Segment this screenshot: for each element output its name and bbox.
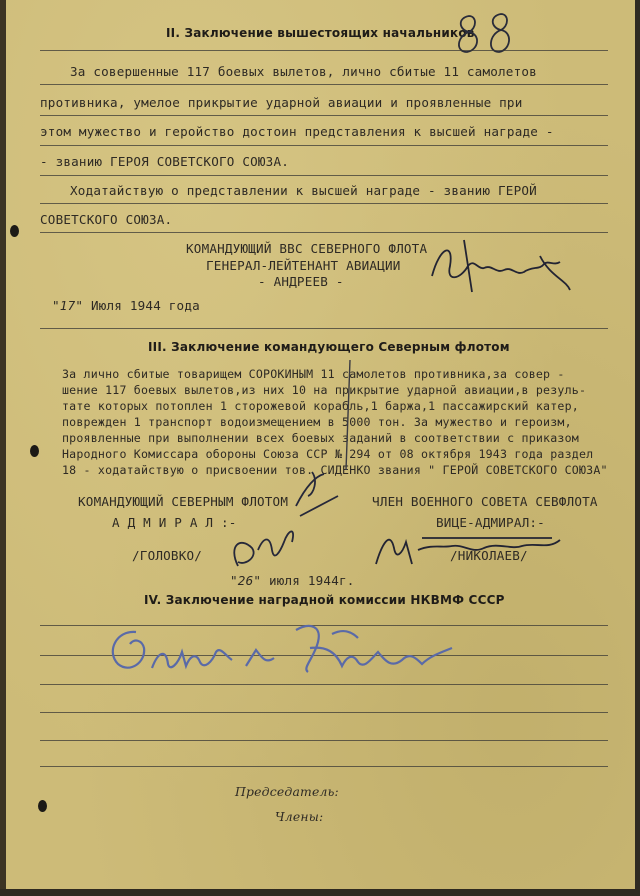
binding-hole [10,225,19,237]
section-3-heading: III. Заключение командующего Северным флотом [148,340,510,354]
rule-line [40,740,608,741]
rule-line [40,115,608,116]
left-signer-title: КОМАНДУЮЩИЙ СЕВЕРНЫМ ФЛОТОМ [78,494,289,509]
rule-line [40,712,608,713]
section-3-line-7: 18 - ходатайствую о присвоении тов. СИДЕНКО звания " ГЕРОЙ СОВЕТСКОГО СОЮЗА" [62,463,608,477]
section-3-line-2: шение 117 боевых вылетов,из них 10 на прикрытие ударной авиации,в резуль- [62,383,587,397]
left-signer-rank: А Д М И Р А Л :- [112,515,237,530]
left-signer-name: /ГОЛОВКО/ [132,548,203,563]
signer-name: - АНДРЕЕВ - [258,274,344,289]
rule-line [40,84,608,85]
right-signer-rank: ВИЦЕ-АДМИРАЛ:- [436,515,545,530]
signer-title-1: КОМАНДУЮЩИЙ ВВС СЕВЕРНОГО ФЛОТА [186,241,428,256]
section-2-line-2: противника, умелое прикрытие ударной авиации и проявленные при [40,95,523,110]
andreev-signature [420,236,580,310]
bottom-edge-shadow [0,889,640,896]
rule-line [40,145,608,146]
rule-line [40,328,608,329]
section-3-line-1: За лично сбитые товарищем СОРОКИНЫМ 11 самолетов противника,за совер - [62,367,565,381]
date-rest: июля 1944г. [268,573,355,588]
rule-line [40,175,608,176]
section-3-date: "26" июля 1944г. [230,573,355,588]
section-3-line-6: Народного Комиссара обороны Союза ССР № 294 от 08 октября 1943 года раздел [62,447,594,461]
rule-line [40,203,608,204]
commission-signature [96,612,476,696]
right-signer-title: ЧЛЕН ВОЕННОГО СОВЕТА СЕВФЛОТА [372,494,598,509]
section-3-line-3: тате которых потоплен 1 сторожевой корабль,1 баржа,1 пассажирский катер, [62,399,579,413]
date-rest: Июля 1944 года [90,298,200,313]
date-day: 26 [237,573,254,588]
binding-hole [38,800,47,812]
section-2-line-6: СОВЕТСКОГО СОЮЗА. [40,212,173,227]
handwritten-number-88 [455,10,525,62]
section-4-heading: IV. Заключение наградной комиссии НКВМФ СССР [144,593,505,607]
section-2-line-5: Ходатайствую о представлении к высшей награде - званию ГЕРОЙ [70,183,537,198]
section-2-line-3: этом мужество и геройство достоин представления к высшей награде - [40,124,554,139]
left-edge-shadow [0,0,6,896]
section-3-line-4: поврежден 1 транспорт водоизмещением в 5000 тон. За мужество и героизм, [62,415,572,429]
date-day: 17 [59,298,76,313]
rule-line [40,766,608,767]
rule-line [40,232,608,233]
section-3-line-5: проявленные при выполнении всех боевых заданий в соответствии с приказом [62,431,579,445]
section-2-line-1: За совершенные 117 боевых вылетов, лично сбитые 11 самолетов [70,64,537,79]
signer-title-2: ГЕНЕРАЛ-ЛЕЙТЕНАНТ АВИАЦИИ [206,258,401,273]
right-signer-name: /НИКОЛАЕВ/ [450,548,528,563]
chairman-label: Председатель: [235,784,339,799]
golovko-signature [218,466,348,580]
right-edge-shadow [635,0,640,896]
section-2-heading: II. Заключение вышестоящих начальников [166,26,475,40]
section-2-date: "17" Июля 1944 года [52,298,200,313]
binding-hole [30,445,39,457]
rule-line [40,50,608,51]
section-2-line-4: - званию ГЕРОЯ СОВЕТСКОГО СОЮЗА. [40,154,290,169]
nikolaev-signature [372,524,572,578]
margin-pencil-mark [340,360,360,474]
members-label: Члены: [275,809,324,824]
